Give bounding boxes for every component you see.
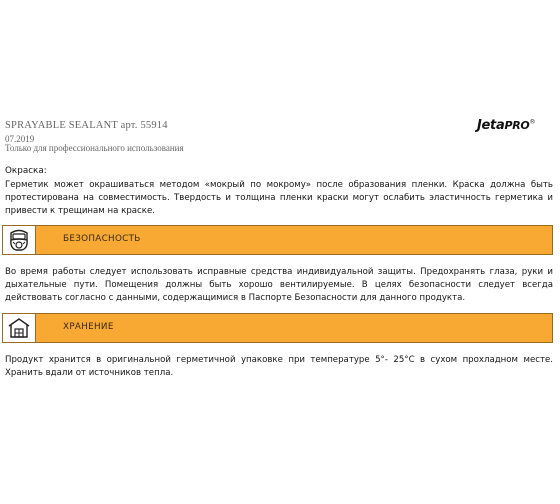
painting-heading: Окраска:: [5, 166, 47, 176]
header-date: 07.2019: [5, 134, 35, 144]
warehouse-icon: [3, 314, 36, 342]
safety-mask-icon: [3, 226, 36, 254]
storage-title: ХРАНЕНИЕ: [63, 322, 114, 332]
safety-band: [2, 225, 553, 255]
painting-text: Герметик может окрашиваться методом «мокрый по мокрому» после образования пленки. Краска должна быть протестирована на совместимость. Твердость и толщина пленки краски могут ослабить эластичность герметика и привести к трещинам на краске.: [5, 180, 553, 216]
header-note: Только для профессионального использования: [5, 143, 184, 153]
header-title: SPRAYABLE SEALANT арт. 55914: [5, 120, 168, 131]
safety-text: Во время работы следует использовать исправные средства индивидуальной защиты. Предохранять глаза, руки и дыхательные пути. Помещения должны быть хорошо вентилируемые. В целях безопасности следует всегда действовать согласно с данными, содержащимися в Паспорте Безопасности для данного продукта.: [5, 267, 553, 303]
storage-band: [2, 313, 553, 343]
safety-title: БЕЗОПАСНОСТЬ: [63, 234, 141, 244]
brand-logo: JetaPRO®: [477, 118, 536, 133]
storage-text: Продукт хранится в оригинальной герметичной упаковке при температуре 5°- 25°С в сухом прохладном месте. Хранить вдали от источников тепла.: [5, 355, 553, 378]
